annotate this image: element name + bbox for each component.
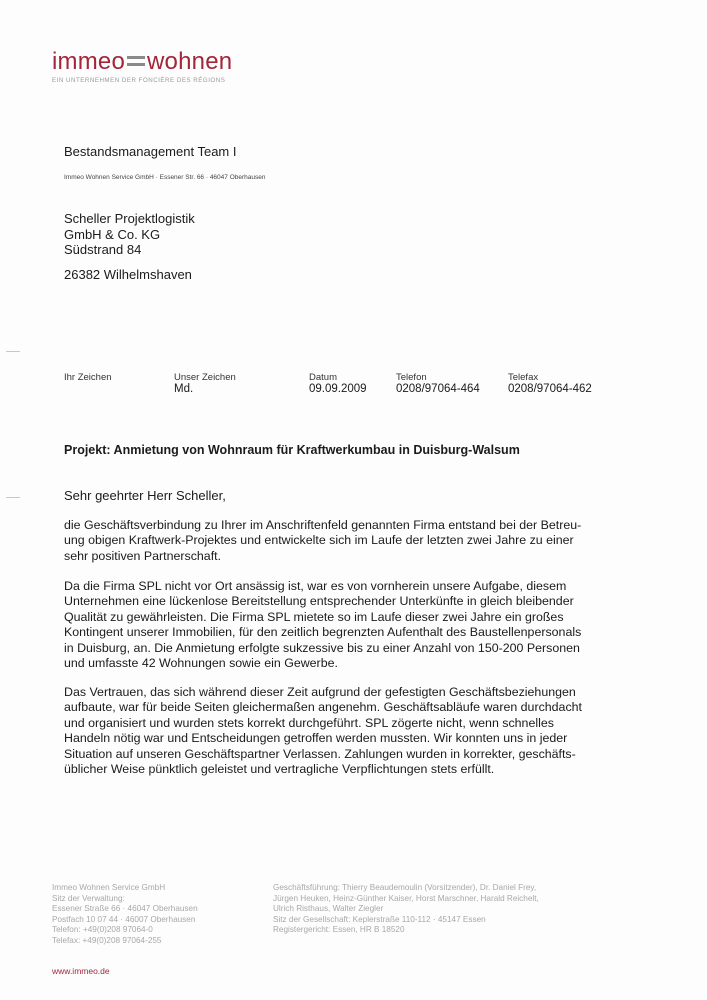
letter-subject: Projekt: Anmietung von Wohnraum für Kraftwerkumbau in Duisburg-Walsum [64,443,520,457]
paragraph-line: Handeln nötig war und Entscheidungen getroffen werden mussten. Wir konnten uns in jeder [64,731,568,746]
datum-label: Datum [309,372,337,383]
paragraph-line: und umfasste 42 Wohnungen sowie ein Gewerbe. [64,656,338,671]
footer-line: Sitz der Verwaltung: [52,893,125,903]
datum-value: 09.09.2009 [309,383,367,395]
paragraph-line: Qualität zu gewährleisten. Die Firma SPL mietete so im Laufe dieser zwei Jahre ein großes [64,609,564,624]
paragraph-line: Situation auf unseren Geschäftspartner Verlassen. Zahlungen wurden in korrekter, geschäfts- [64,746,576,761]
paragraph-line: üblicher Weise pünktlich geleistet und vertragliche Verpflichtungen stets erfüllt. [64,762,495,777]
logo-tagline: EIN UNTERNEHMEN DER FONCIÈRE DES RÉGIONS [52,77,226,84]
paragraph-line: aufbaute, war für beide Seiten gleichermaßen angenehm. Geschäftsabläufe waren durchdacht [64,700,582,715]
paragraph-line: Unternehmen eine lückenlose Bereitstellung entsprechender Unterkünfte in gleich bleibender [64,594,574,609]
ihr-zeichen-label: Ihr Zeichen [64,372,112,383]
fold-mark [6,351,20,352]
body-paragraph [64,518,624,564]
footer-line: Jürgen Heuken, Heinz-Günther Kaiser, Horst Marschner, Harald Reichelt, [273,893,539,903]
recipient-line: Südstrand 84 [64,242,142,257]
paragraph-line: und organisiert und wurden stets korrekt durchgeführt. SPL zögerte nicht, wenn schnelles [64,715,554,730]
sender-return-address: Immeo Wohnen Service GmbH · Essener Str. 66 · 46047 Oberhausen [64,174,266,181]
footer-legal-info [273,883,539,936]
paragraph-line: ung obigen Kraftwerk-Projektes und entwickelte sich im Laufe der letzten zwei Jahre zu einer [64,533,574,548]
paragraph-line: Das Vertrauen, das sich während dieser Zeit aufgrund der gefestigten Geschäftsbeziehungen [64,685,576,699]
logo-equals-sign [127,56,145,66]
logo-text-wohnen: wohnen [147,48,233,75]
paragraph-line: in Duisburg, an. Die Anmietung erfolgte sukzessive bis zu einer Anzahl von 150-200 Personen [64,640,580,655]
website-link[interactable]: www.immeo.de [52,966,110,976]
footer-line: Telefax: +49(0)208 97064-255 [52,935,162,945]
paragraph-line: sehr positiven Partnerschaft. [64,548,222,563]
recipient-line: GmbH & Co. KG [64,226,161,242]
paragraph-line: die Geschäftsverbindung zu Ihrer im Anschriftenfeld genannten Firma entstand bei der Betreu- [64,518,582,532]
footer-line: Ulrich Risthaus, Walter Ziegler [273,904,384,914]
recipient-line: Scheller Projektlogistik [64,211,195,226]
body-paragraph [64,579,624,671]
letter-salutation: Sehr geehrter Herr Scheller, [64,488,226,503]
recipient-address [64,211,195,258]
department-name: Bestandsmanagement Team I [64,144,237,159]
footer-line: Essener Straße 66 · 46047 Oberhausen [52,904,198,914]
unser-zeichen-label: Unser Zeichen [174,372,236,383]
telefax-value: 0208/97064-462 [508,383,592,395]
telefon-label: Telefon [396,372,427,383]
unser-zeichen-value: Md. [174,383,194,395]
footer-line: Sitz der Gesellschaft: Keplerstraße 110-112 · 45147 Essen [273,914,486,924]
footer-line: Immeo Wohnen Service GmbH [52,883,166,892]
paragraph-line: Kontingent unserer Immobilien, für den zeitlich begrenzten Aufenthalt des Baustellenpersonals [64,625,582,640]
paragraph-line: Da die Firma SPL nicht vor Ort ansässig ist, war es von vornherein unsere Aufgabe, diesem [64,579,567,593]
footer-line: Telefon: +49(0)208 97064-0 [52,925,153,935]
telefax-label: Telefax [508,372,539,383]
company-logo [52,48,232,76]
telefon-value: 0208/97064-464 [396,383,480,395]
footer-line: Postfach 10 07 44 · 46007 Oberhausen [52,914,196,924]
logo-text-immeo: immeo [52,48,126,75]
footer-company-info [52,883,198,947]
footer-line: Registergericht: Essen, HR B 18520 [273,925,405,935]
fold-mark [6,497,20,498]
recipient-city: 26382 Wilhelmshaven [64,267,192,282]
footer-line: Geschäftsführung: Thierry Beaudemoulin (Vorsitzender), Dr. Daniel Frey, [273,883,537,892]
body-paragraph [64,685,624,777]
